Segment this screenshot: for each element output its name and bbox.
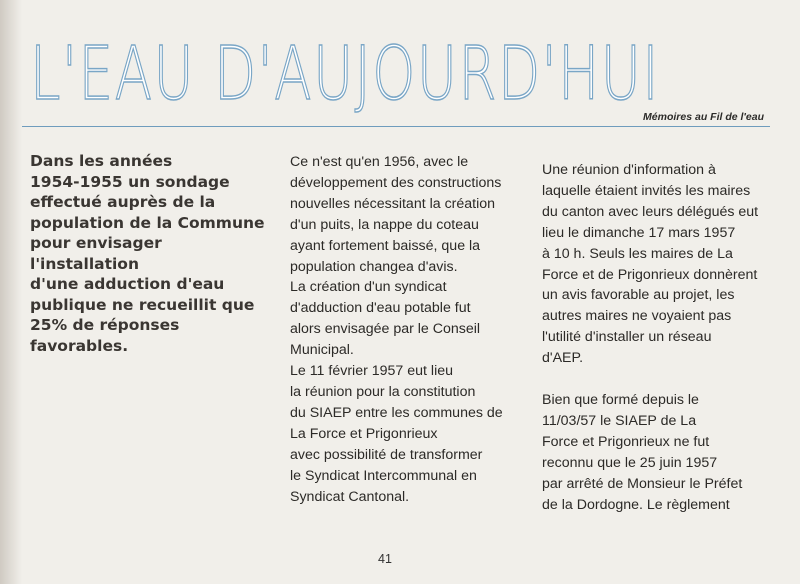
page-title: L'EAU D'AUJOURD'HUI [30,31,661,117]
paragraph: Bien que formé depuis le 11/03/57 le SIAEP de La Force et Prigonrieux ne fut reconnu que le 25 juin 1957 par arrêté de Monsieur le Préfet de la Dordogne. Le règlement [542,392,743,513]
paragraph: La création d'un syndicat d'adduction d'eau potable fut alors envisagée par le Conseil Municipal. [290,279,481,359]
series-title: Mémoires au Fil de l'eau [643,111,764,123]
title-divider [22,126,770,127]
paragraph: Une réunion d'information à laquelle étaient invités les maires du canton avec leurs délégués eut lieu le dimanche 17 mars 1957 à 10 h. Seuls les maires de La Force et de Prigonrieux donnèrent un avis favorable au projet, les autres maires ne voyaient pas l'utilité d'installer un réseau d'AEP. [542,162,759,367]
text-column-middle [290,152,525,507]
paragraph-spacer [542,369,777,390]
intro-paragraph: Dans les années 1954-1955 un sondage effectué auprès de la population de la Commune pour envisager l'installation d'une adduction d'eau publique ne recueillit que 25% de réponses favorables. [30,152,265,355]
text-column-right [542,160,777,516]
paragraph: Ce n'est qu'en 1956, avec le développement des constructions nouvelles nécessitant la création d'un puits, la nappe du coteau ayant fortement baissé, que la population changea d'avis. [290,154,502,275]
paragraph: Le 11 février 1957 eut lieu la réunion pour la constitution du SIAEP entre les communes de La Force et Prigonrieux avec possibilité de transformer le Syndicat Intercommunal en Syndicat Cantonal. [290,363,503,505]
page-number: 41 [378,552,392,566]
page-gutter-shadow [0,0,22,584]
